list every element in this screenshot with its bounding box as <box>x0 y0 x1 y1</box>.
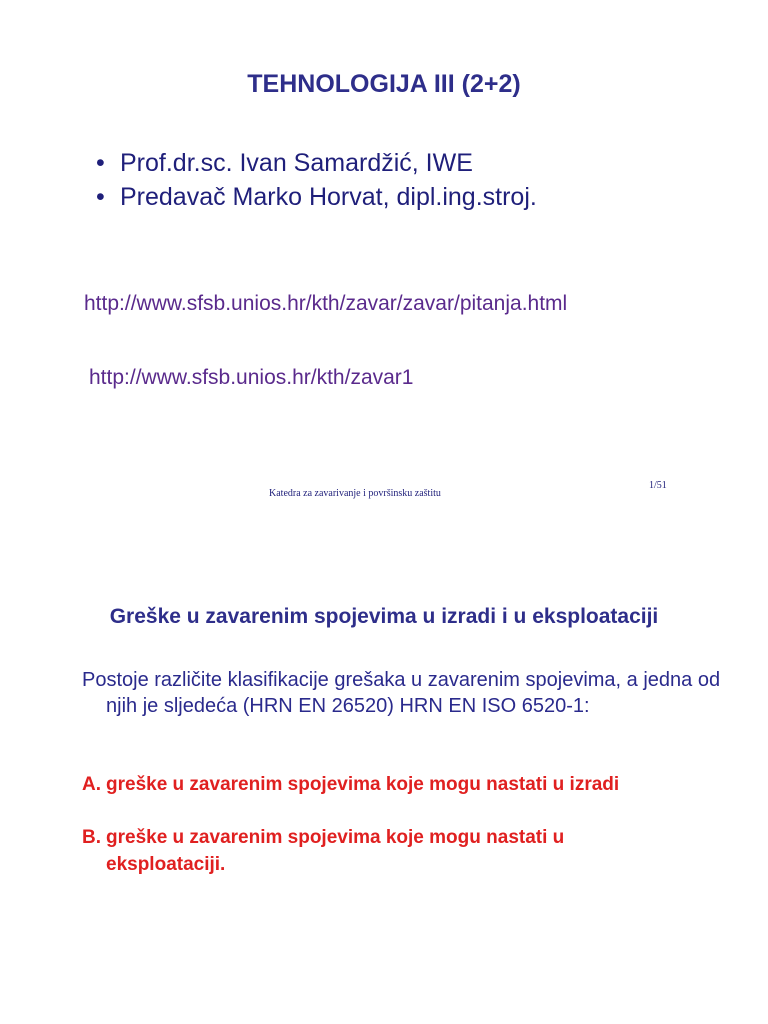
professor-name: Prof.dr.sc. Ivan Samardžić, IWE <box>120 149 473 177</box>
slide-footer: Katedra za zavarivanje i površinsku zaštitu <box>269 488 441 499</box>
item-marker: A. <box>82 774 101 795</box>
list-item-b <box>82 824 702 878</box>
item-text-continuation: eksploataciji. <box>106 854 226 875</box>
item-marker: B. <box>82 827 101 848</box>
classification-paragraph: Postoje različite klasifikacije grešaka u zavarenim spojevima, a jedna od njih je sljedeća (HRN EN 26520) HRN EN ISO 6520-1: <box>82 669 721 717</box>
item-text: greške u zavarenim spojevima koje mogu nastati u <box>106 827 565 848</box>
list-item <box>96 146 537 180</box>
lecturer-list <box>96 146 537 214</box>
list-item <box>96 180 537 214</box>
bullet-icon: • <box>96 183 105 211</box>
slide1-title: TEHNOLOGIJA III (2+2) <box>247 70 521 98</box>
link-zavar1[interactable]: http://www.sfsb.unios.hr/kth/zavar1 <box>89 366 414 389</box>
lecturer-name: Predavač Marko Horvat, dipl.ing.stroj. <box>120 183 537 211</box>
list-item-a <box>82 771 742 798</box>
page-number: 1/51 <box>649 480 667 491</box>
bullet-icon: • <box>96 149 105 177</box>
link-pitanja[interactable]: http://www.sfsb.unios.hr/kth/zavar/zavar/pitanja.html <box>84 292 568 315</box>
slide2-title: Greške u zavarenim spojevima u izradi i u eksploataciji <box>109 605 659 628</box>
item-text: greške u zavarenim spojevima koje mogu nastati u izradi <box>106 774 620 795</box>
